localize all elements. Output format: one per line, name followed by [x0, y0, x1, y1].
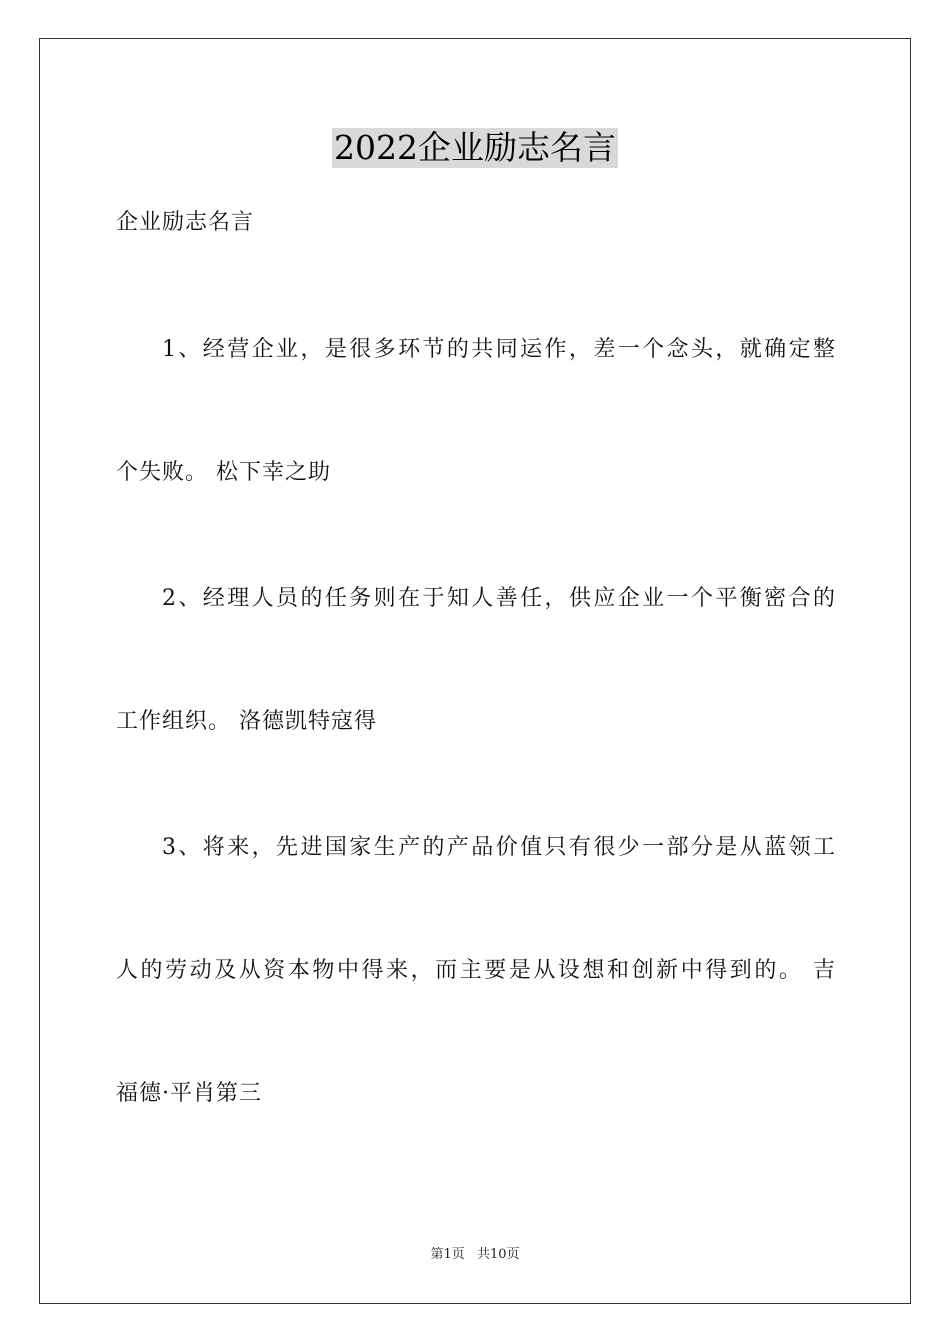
- quote-3-line-2: 人的劳动及从资本物中得来，而主要是从设想和创新中得到的。 吉: [116, 958, 836, 983]
- quote-2-line-1: 2、经理人员的任务则在于知人善任，供应企业一个平衡密合的: [162, 586, 836, 611]
- document-title: 2022企业励志名言: [334, 128, 616, 167]
- page-total: 共10页: [476, 1247, 520, 1262]
- section-heading: 企业励志名言: [116, 210, 255, 235]
- title-container: [0, 128, 950, 168]
- quote-1-line-1: 1、经营企业，是很多环节的共同运作，差一个念头，就确定整: [162, 337, 836, 362]
- quote-1-line-2: 个失败。 松下幸之助: [116, 460, 331, 485]
- page-number: 第1页: [430, 1247, 465, 1262]
- quote-3-line-3: 福德·平肖第三: [116, 1081, 262, 1106]
- page-footer: [0, 1246, 950, 1264]
- quote-3-line-1: 3、将来，先进国家生产的产品价值只有很少一部分是从蓝领工: [162, 835, 836, 860]
- quote-2-line-2: 工作组织。 洛德凯特寇得: [116, 709, 377, 734]
